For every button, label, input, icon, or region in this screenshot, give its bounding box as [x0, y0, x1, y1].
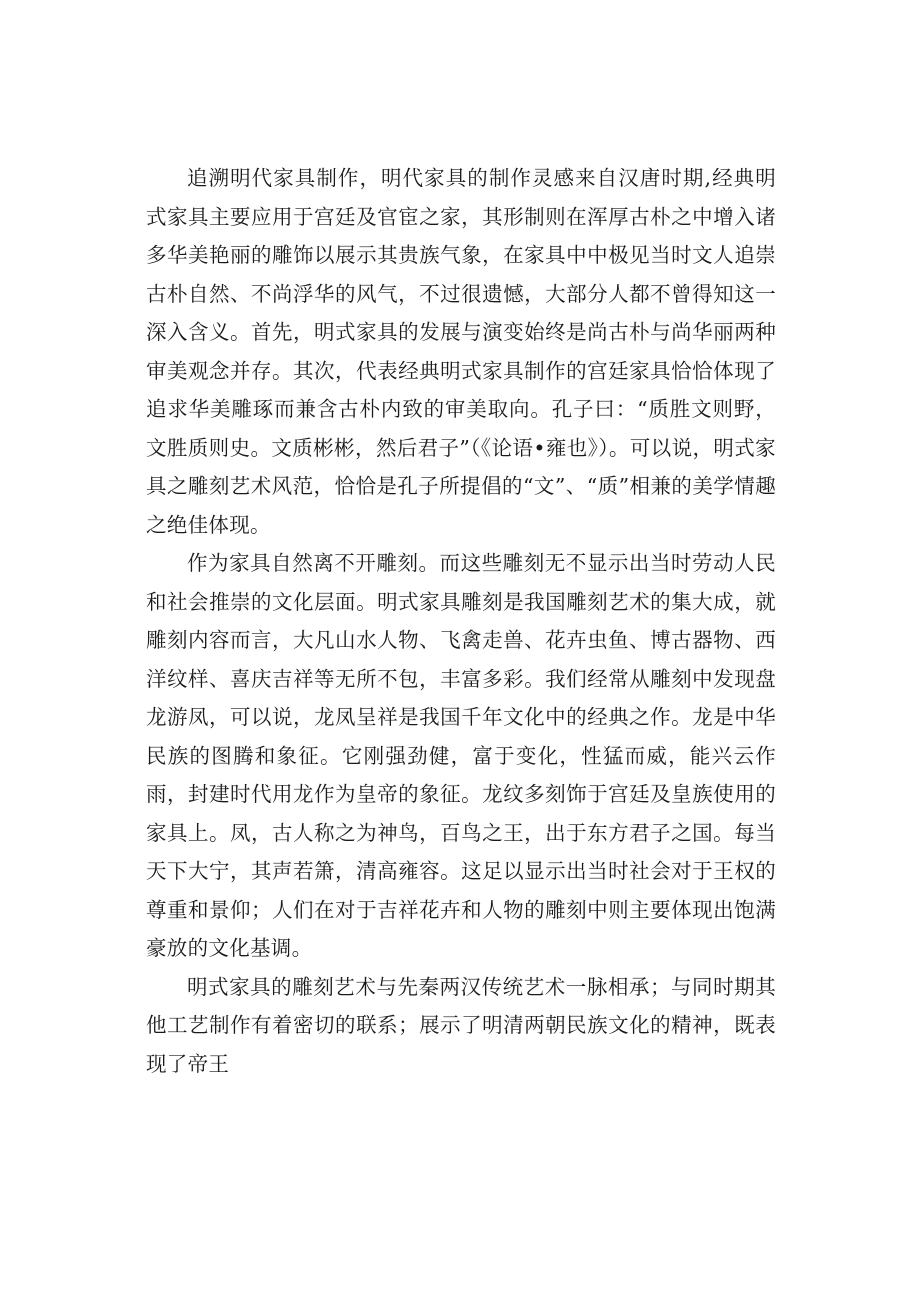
paragraph-2: 作为家具自然离不开雕刻。而这些雕刻无不显示出当时劳动人民和社会推崇的文化层面。明式家具雕刻是我国雕刻艺术的集大成，就雕刻内容而言，大凡山水人物、飞禽走兽、花卉虫鱼、博古器物、西洋纹样、喜庆吉祥等无所不包，丰富多彩。我们经常从雕刻中发现盘龙游凤，可以说，龙凤呈祥是我国千年文化中的经典之作。龙是中华民族的图腾和象征。它刚强劲健，富于变化，性猛而威，能兴云作雨，封建时代用龙作为皇帝的象征。龙纹多刻饰于宫廷及皇族使用的家具上。凤，古人称之为神鸟，百鸟之王，出于东方君子之国。每当天下大宁，其声若箫，清高雍容。这足以显示出当时社会对于王权的尊重和景仰；人们在对于吉祥花卉和人物的雕刻中则主要体现出饱满豪放的文化基调。 [146, 551, 776, 960]
paragraph-1: 追溯明代家具制作，明代家具的制作灵感来自汉唐时期,经典明式家具主要应用于宫廷及官宦之家，其形制则在浑厚古朴之中增入诸多华美艳丽的雕饰以展示其贵族气象，在家具中中极见当时文人追崇古朴自然、不尚浮华的风气，不过很遗憾，大部分人都不曾得知这一深入含义。首先，明式家具的发展与演变始终是尚古朴与尚华丽两种审美观念并存。其次，代表经典明式家具制作的宫廷家具恰恰体现了追求华美雕琢而兼含古朴内致的审美取向。孔子曰：“质胜文则野，文胜质则史。文质彬彬，然后君子”（《论语•雍也》）。可以说，明式家具之雕刻艺术风范，恰恰是孔子所提倡的“文”、“质”相兼的美学情趣之绝佳体现。 [146, 166, 776, 537]
body-text [146, 159, 776, 1083]
paragraph-3: 明式家具的雕刻艺术与先秦两汉传统艺术一脉相承；与同时期其他工艺制作有着密切的联系；展示了明清两朝民族文化的精神，既表现了帝王 [146, 974, 776, 1076]
